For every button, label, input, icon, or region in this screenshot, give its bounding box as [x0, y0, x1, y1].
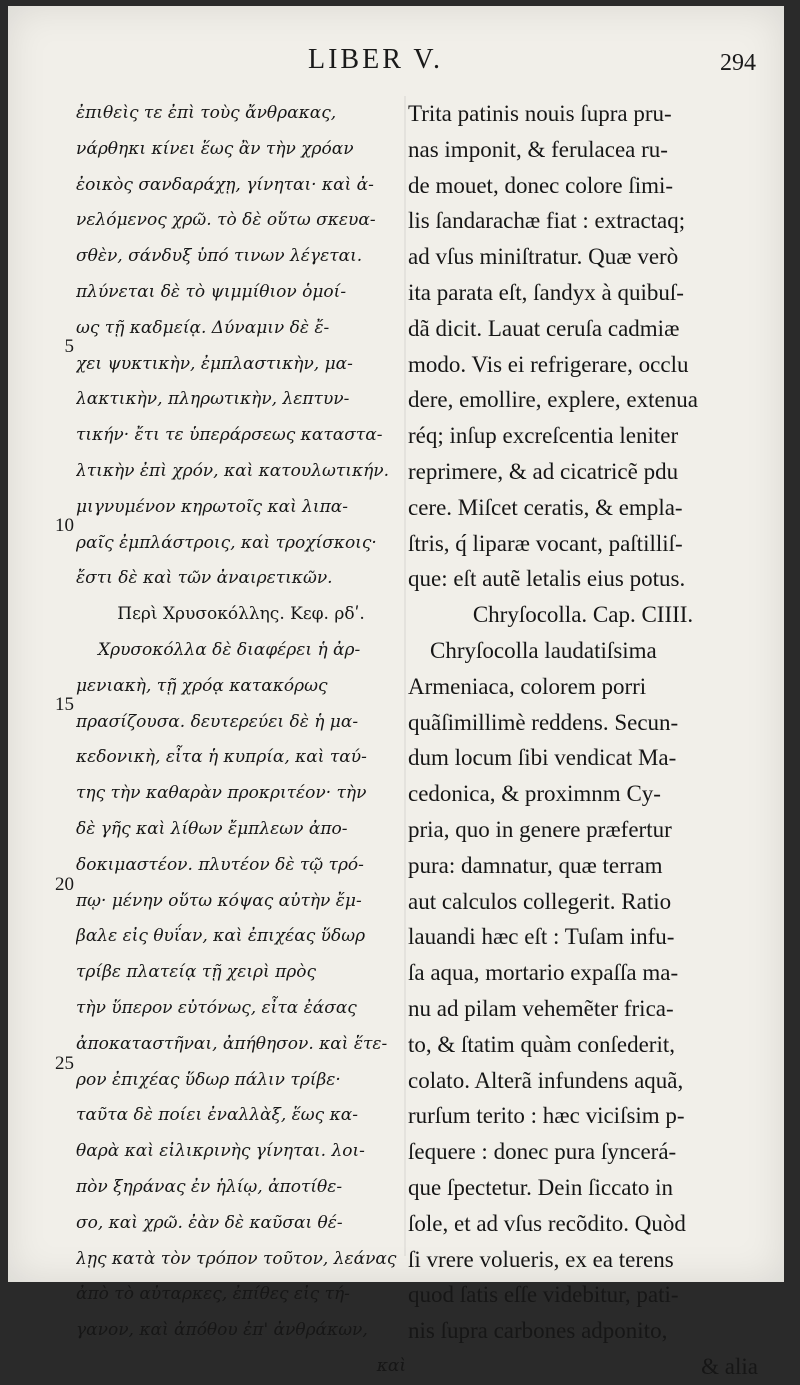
- latin-line: dum locum ſibi vendicat Ma-: [408, 745, 677, 771]
- latin-line: pura: damnatur, quæ terram: [408, 852, 663, 878]
- greek-line: ἐπιθεὶς τε ἐπὶ τοὺς ἄνθρακας,: [76, 103, 337, 123]
- latin-line: nis ſupra carbones adponito,: [408, 1318, 668, 1344]
- line-number: 5: [64, 336, 74, 357]
- line-number: 20: [55, 874, 74, 895]
- greek-line: ταῦτα δὲ ποίει ἐναλλὰξ, ἕως κα-: [76, 1105, 358, 1126]
- latin-line: Armeniaca, colorem porri: [408, 673, 647, 699]
- latin-line: dã dicit. Lauat ceruſa cadmiæ: [408, 315, 680, 341]
- latin-line: ita parata eſt, ſandyx à quibuſ-: [408, 279, 684, 305]
- latin-line: nu ad pilam vehemẽter frica-: [408, 995, 674, 1021]
- latin-line: cedonica, & proximnm Cy-: [408, 781, 661, 807]
- latin-line: quãſimillimè reddens. Secun-: [408, 709, 679, 735]
- greek-line: ραῖς ἐμπλάστροις, καὶ τροχίσκοις·: [76, 532, 377, 553]
- greek-line: βαλε εἰς θυΐαν, καὶ ἐπιχέας ὕδωρ: [76, 926, 366, 947]
- greek-line: ἀπὸ τὸ αὐταρκες, ἐπίθες εἰς τή-: [76, 1284, 350, 1305]
- latin-line: ad vſus miniſtratur. Quæ verò: [408, 244, 679, 270]
- latin-line: que: eſt autẽ letalis eius potus.: [408, 566, 686, 592]
- latin-line: réq; inſup excreſcentia leniter: [408, 423, 679, 449]
- greek-line: γανον, καὶ ἀπόθου ἐπ' ἀνθράκων,: [76, 1320, 368, 1341]
- greek-line: πὸν ξηράνας ἐν ἡλίῳ, ἀποτίθε-: [76, 1176, 343, 1197]
- latin-line: quod ſatis eſſe videbitur, pati-: [408, 1282, 679, 1308]
- latin-line: lauandi hæc eſt : Tuſam infu-: [408, 924, 675, 950]
- greek-line: δοκιμαστέον. πλυτέον δὲ τῷ τρό-: [76, 854, 364, 875]
- greek-line: ως τῇ καδμείᾳ. Δύναμιν δὲ ἔ-: [76, 317, 330, 338]
- greek-line: μιγνυμένον κηρωτοῖς καὶ λιπα-: [76, 496, 348, 517]
- latin-line: dere, emollire, explere, extenua: [408, 387, 698, 413]
- latin-line: ſole, et ad vſus recõdito. Quòd: [408, 1210, 686, 1236]
- greek-line: μενιακὴ, τῇ χρόᾳ κατακόρως: [76, 675, 328, 696]
- greek-line: ἐοικὸς σανδαράχῃ, γίνηται· καὶ ἀ-: [76, 174, 374, 195]
- latin-line: nas imponit, & ferulacea ru-: [408, 136, 668, 162]
- greek-line: τὴν ὕπερον εὐτόνως, εἶτα ἐάσας: [76, 997, 357, 1018]
- greek-text-column: [76, 96, 406, 1385]
- latin-text-column: [408, 96, 758, 1385]
- greek-line: λακτικὴν, πληρωτικὴν, λεπτυν-: [76, 389, 350, 410]
- running-head: LIBER V.: [308, 44, 443, 75]
- greek-line: τικήν· ἔτι τε ὑπεράρσεως καταστα-: [76, 425, 383, 446]
- latin-line: aut calculos collegerit. Ratio: [408, 888, 672, 914]
- latin-line: colato. Alterã infundens aquã,: [408, 1067, 684, 1093]
- greek-line: ἀποκαταστῆναι, ἀπήθησον. καὶ ἕτε-: [76, 1033, 388, 1054]
- latin-catchword: & alia: [701, 1353, 758, 1379]
- line-number: 25: [55, 1053, 74, 1074]
- latin-line: que ſpectetur. Dein ſiccato in: [408, 1174, 674, 1200]
- greek-line: πρασίζουσα. δευτερεύει δὲ ἡ μα-: [76, 711, 359, 732]
- book-page: [8, 6, 784, 1379]
- line-number: 10: [55, 515, 74, 536]
- greek-line: πλύνεται δὲ τὸ ψιμμίθιον ὁμοί-: [76, 281, 347, 302]
- latin-line: ſtris, q́ liparæ vocant, paſtilliſ-: [408, 530, 683, 556]
- latin-line: pria, quo in genere præfertur: [408, 816, 672, 842]
- latin-line: Chryſocolla laudatiſsima: [430, 637, 657, 663]
- latin-line: modo. Vis ei refrigerare, occlu: [408, 351, 689, 377]
- greek-line: νελόμενος χρῶ. τὸ δὲ οὕτω σκευα-: [76, 210, 376, 231]
- greek-chapter-heading: Περὶ Χρυσοκόλλης. Κεφ. ρδʹ.: [117, 604, 365, 625]
- greek-line: τρίβε πλατείᾳ τῇ χειρὶ πρὸς: [76, 962, 316, 983]
- latin-line: to, & ſtatim quàm conſederit,: [408, 1031, 675, 1057]
- greek-line: ἔστι δὲ καὶ τῶν ἀναιρετικῶν.: [76, 568, 333, 589]
- page-number: 294: [720, 50, 756, 76]
- greek-line: ρον ἐπιχέας ὕδωρ πάλιν τρίβε·: [76, 1069, 341, 1090]
- greek-line: θαρὰ καὶ εἰλικρινὴς γίνηται. λοι-: [76, 1141, 365, 1162]
- latin-line: reprimere, & ad cicatricẽ pdu: [408, 458, 679, 484]
- greek-line: δὲ γῆς καὶ λίθων ἔμπλεων ἀπο-: [76, 818, 348, 839]
- greek-line: νάρθηκι κίνει ἕως ἂν τὴν χρόαν: [76, 138, 354, 159]
- greek-line: χει ψυκτικὴν, ἐμπλαστικὴν, μα-: [76, 353, 353, 374]
- greek-line: λτικὴν ἐπὶ χρόν, καὶ κατουλωτικήν.: [76, 460, 390, 481]
- greek-line: λῃς κατὰ τὸν τρόπον τοῦτον, λεάνας: [76, 1248, 397, 1269]
- page-header: [8, 44, 784, 84]
- latin-line: ſequere : donec pura ſyncerá-: [408, 1139, 677, 1165]
- greek-line: πῳ· μένην οὕτω κόψας αὐτὴν ἔμ-: [76, 890, 362, 911]
- greek-line: Χρυσοκόλλα δὲ διαφέρει ἡ ἀρ-: [98, 639, 361, 660]
- latin-line: ſi vrere volueris, ex ea terens: [408, 1246, 674, 1272]
- latin-line: lis ſandarachæ fiat : extractaq;: [408, 208, 686, 234]
- latin-line: ſa aqua, mortario expaſſa ma-: [408, 960, 679, 986]
- greek-line: σθὲν, σάνδυξ ὑπό τινων λέγεται.: [76, 246, 363, 267]
- latin-line: cere. Miſcet ceratis, & empla-: [408, 494, 683, 520]
- latin-line: Trita patinis nouis ſupra pru-: [408, 101, 672, 126]
- line-number: 15: [55, 694, 74, 715]
- latin-chapter-heading: Chryſocolla. Cap. CIIII.: [472, 602, 694, 628]
- greek-line: σο, καὶ χρῶ. ἐὰν δὲ καῦσαι θέ-: [76, 1212, 343, 1233]
- greek-line: της τὴν καθαρὰν προκριτέον· τὴν: [76, 783, 367, 804]
- greek-line: κεδονικὴ, εἶτα ἡ κυπρία, καὶ ταύ-: [76, 747, 367, 768]
- latin-line: rurſum terito : hæc viciſsim p-: [408, 1103, 685, 1129]
- latin-line: de mouet, donec colore ſimi-: [408, 172, 674, 198]
- greek-catchword: καὶ: [376, 1355, 406, 1376]
